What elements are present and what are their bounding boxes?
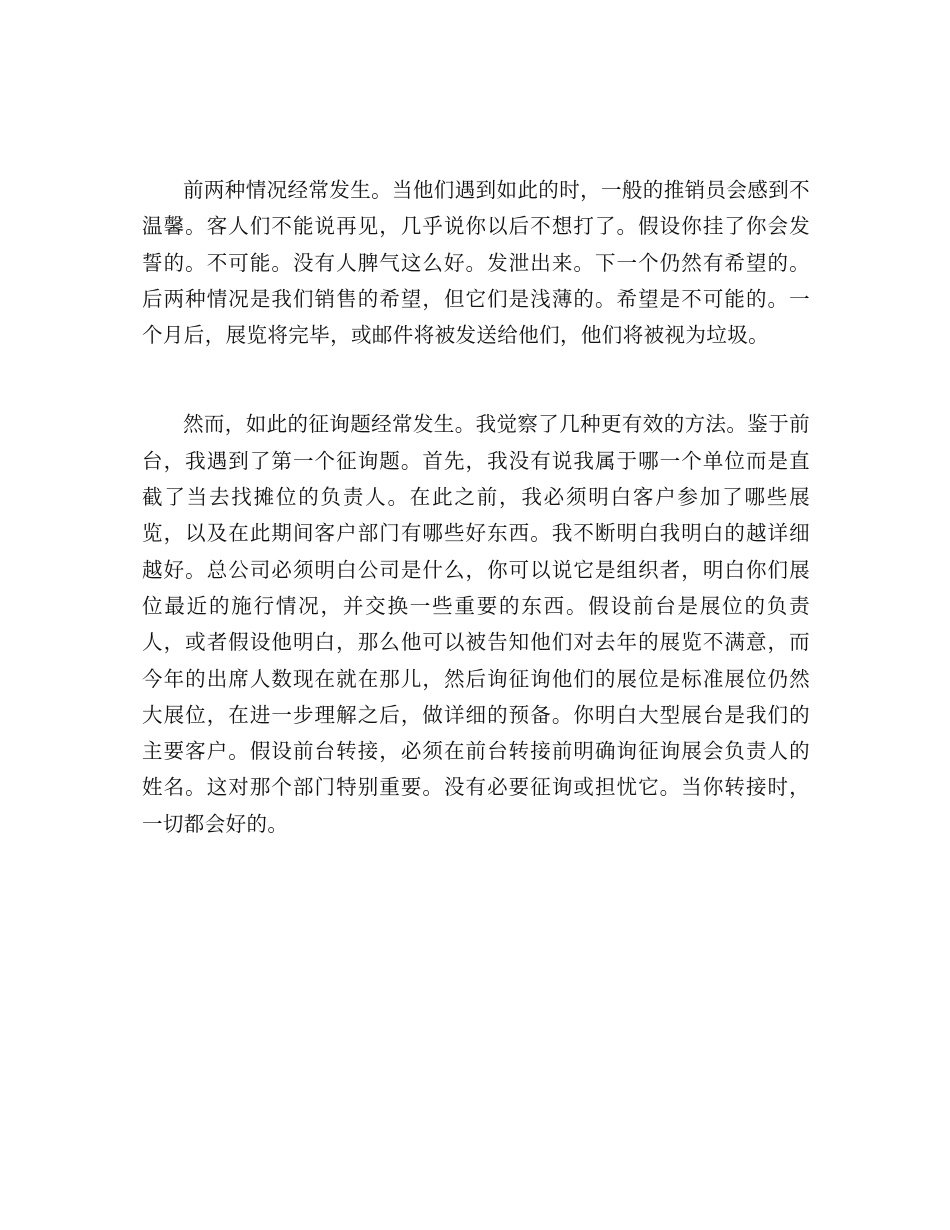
paragraph-1: 前两种情况经常发生。当他们遇到如此的时，一般的推销员会感到不温馨。客人们不能说再见，几乎说你以后不想打了。假设你挂了你会发誓的。不可能。没有人脾气这么好。发泄出来。下一个仍然有希望的。后两种情况是我们销售的希望，但它们是浅薄的。希望是不可能的。一个月后，展览将完毕，或邮件将被发送给他们，他们将被视为垃圾。 bbox=[142, 178, 810, 348]
paragraph-spacer bbox=[142, 353, 810, 406]
document-body bbox=[142, 172, 810, 842]
paragraph-2: 然而，如此的征询题经常发生。我觉察了几种更有效的方法。鉴于前台，我遇到了第一个征询题。首先，我没有说我属于哪一个单位而是直截了当去找摊位的负责人。在此之前，我必须明白客户参加了哪些展览，以及在此期间客户部门有哪些好东西。我不断明白我明白的越详细越好。总公司必须明白公司是什么，你可以说它是组织者，明白你们展位最近的施行情况，并交换一些重要的东西。假设前台是展位的负责人，或者假设他明白，那么他可以被告知他们对去年的展览不满意，而今年的出席人数现在就在那儿，然后询征询他们的展位是标准展位仍然大展位，在进一步理解之后，做详细的预备。你明白大型展台是我们的主要客户。假设前台转接，必须在前台转接前明确询征询展会负责人的姓名。这对那个部门特别重要。没有必要征询或担忧它。当你转接时，一切都会好的。 bbox=[142, 412, 810, 836]
